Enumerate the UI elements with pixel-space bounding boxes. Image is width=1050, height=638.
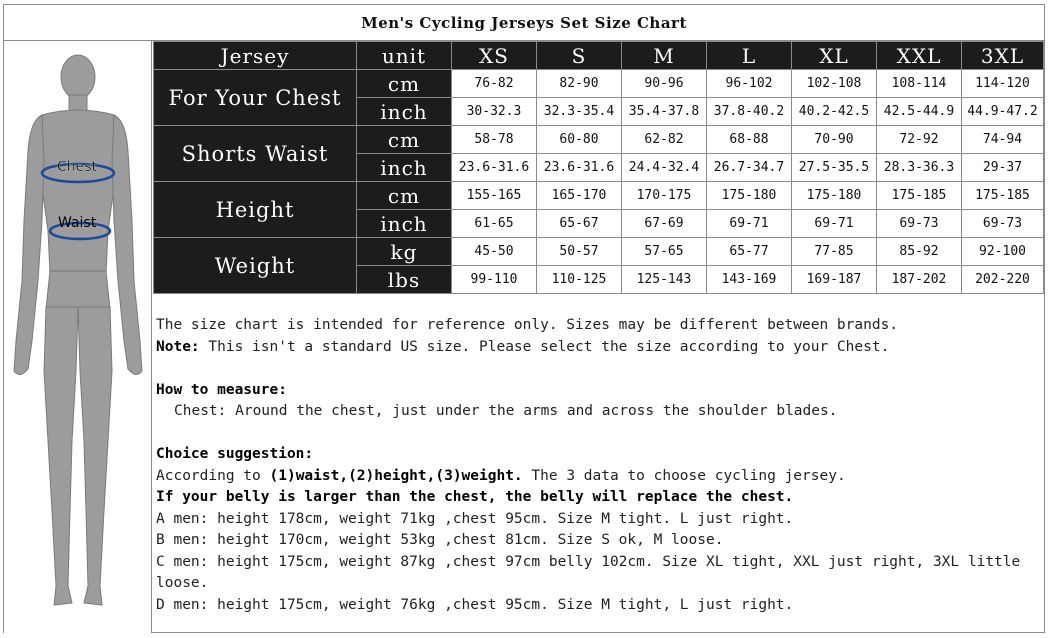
size-value-cell: 99-110 — [452, 266, 537, 294]
size-value-cell: 102-108 — [792, 70, 877, 98]
header-unit: unit — [357, 42, 452, 70]
note-text: This isn't a standard US size. Please select the size according to your Chest. — [199, 338, 890, 355]
size-value-cell: 61-65 — [452, 210, 537, 238]
note-line — [156, 337, 1036, 359]
size-value-cell: 69-73 — [962, 210, 1044, 238]
size-value-cell: 187-202 — [877, 266, 962, 294]
measurement-label: Shorts Waist — [154, 126, 357, 182]
measurement-label: For Your Chest — [154, 70, 357, 126]
belly-rule: If your belly is larger than the chest, the belly will replace the chest. — [156, 489, 794, 505]
size-value-cell: 23.6-31.6 — [452, 154, 537, 182]
size-value-cell: 175-180 — [792, 182, 877, 210]
size-value-cell: 125-143 — [622, 266, 707, 294]
chart-title: Men's Cycling Jerseys Set Size Chart — [4, 5, 1044, 41]
body-figure-panel — [4, 41, 152, 633]
size-value-cell: 96-102 — [707, 70, 792, 98]
disclaimer-text: The size chart is intended for reference only. Sizes may be different between brands. — [156, 317, 899, 333]
unit-label: cm — [357, 126, 452, 154]
size-value-cell: 108-114 — [877, 70, 962, 98]
size-value-cell: 114-120 — [962, 70, 1044, 98]
chest-label: Chest — [57, 159, 98, 175]
size-value-cell: 77-85 — [792, 238, 877, 266]
size-value-cell: 92-100 — [962, 238, 1044, 266]
example-c: C men: height 175cm, weight 87kg ,chest 97cm belly 102cm. Size XL tight, XXL just right, 3XL little loose. — [156, 553, 1029, 591]
unit-label: inch — [357, 98, 452, 126]
table-header-row — [154, 42, 1044, 70]
size-value-cell: 175-185 — [877, 182, 962, 210]
size-value-cell: 50-57 — [537, 238, 622, 266]
size-value-cell: 76-82 — [452, 70, 537, 98]
unit-label: kg — [357, 238, 452, 266]
size-value-cell: 69-71 — [707, 210, 792, 238]
header-size-m: M — [622, 42, 707, 70]
size-value-cell: 27.5-35.5 — [792, 154, 877, 182]
size-value-cell: 72-92 — [877, 126, 962, 154]
how-to-measure-title: How to measure: — [156, 381, 287, 398]
size-value-cell: 42.5-44.9 — [877, 98, 962, 126]
size-value-cell: 60-80 — [537, 126, 622, 154]
size-value-cell: 68-88 — [707, 126, 792, 154]
size-value-cell: 30-32.3 — [452, 98, 537, 126]
size-value-cell: 45-50 — [452, 238, 537, 266]
table-row — [154, 238, 1044, 266]
size-value-cell: 65-77 — [707, 238, 792, 266]
unit-label: cm — [357, 182, 452, 210]
size-value-cell: 57-65 — [622, 238, 707, 266]
size-value-cell: 175-185 — [962, 182, 1044, 210]
unit-label: lbs — [357, 266, 452, 294]
waist-label: Waist — [58, 215, 97, 231]
size-value-cell: 82-90 — [537, 70, 622, 98]
table-row — [154, 126, 1044, 154]
size-value-cell: 26.7-34.7 — [707, 154, 792, 182]
size-value-cell: 67-69 — [622, 210, 707, 238]
header-jersey: Jersey — [154, 42, 357, 70]
size-value-cell: 23.6-31.6 — [537, 154, 622, 182]
size-value-cell: 165-170 — [537, 182, 622, 210]
size-value-cell: 44.9-47.2 — [962, 98, 1044, 126]
size-value-cell: 40.2-42.5 — [792, 98, 877, 126]
size-value-cell: 90-96 — [622, 70, 707, 98]
size-chart-frame — [3, 4, 1045, 633]
size-value-cell: 155-165 — [452, 182, 537, 210]
size-value-cell: 65-67 — [537, 210, 622, 238]
measurement-label: Weight — [154, 238, 357, 294]
example-a: A men: height 178cm, weight 71kg ,chest 95cm. Size M tight. L just right. — [156, 510, 794, 527]
size-value-cell: 143-169 — [707, 266, 792, 294]
according-bold: (1)waist,(2)height,(3)weight. — [269, 467, 523, 484]
size-value-cell: 24.4-32.4 — [622, 154, 707, 182]
unit-label: cm — [357, 70, 452, 98]
example-d: D men: height 175cm, weight 76kg ,chest 95cm. Size M tight, L just right. — [156, 596, 794, 613]
size-value-cell: 74-94 — [962, 126, 1044, 154]
size-value-cell: 110-125 — [537, 266, 622, 294]
size-value-cell: 32.3-35.4 — [537, 98, 622, 126]
according-pre: According to — [156, 467, 270, 484]
size-value-cell: 37.8-40.2 — [707, 98, 792, 126]
header-size-xl: XL — [792, 42, 877, 70]
size-value-cell: 202-220 — [962, 266, 1044, 294]
choice-suggestion-title: Choice suggestion: — [156, 446, 314, 462]
size-value-cell: 69-73 — [877, 210, 962, 238]
measurement-label: Height — [154, 182, 357, 238]
size-value-cell: 170-175 — [622, 182, 707, 210]
size-table — [153, 41, 1044, 294]
unit-label: inch — [357, 154, 452, 182]
notes-section — [156, 315, 1036, 616]
header-size-3xl: 3XL — [962, 42, 1044, 70]
size-value-cell: 28.3-36.3 — [877, 154, 962, 182]
size-value-cell: 62-82 — [622, 126, 707, 154]
header-size-xs: XS — [452, 42, 537, 70]
header-size-s: S — [537, 42, 622, 70]
size-value-cell: 58-78 — [452, 126, 537, 154]
table-row — [154, 182, 1044, 210]
size-value-cell: 29-37 — [962, 154, 1044, 182]
size-value-cell: 169-187 — [792, 266, 877, 294]
size-value-cell: 35.4-37.8 — [622, 98, 707, 126]
how-to-measure-chest: Chest: Around the chest, just under the arms and across the shoulder blades. — [174, 403, 838, 419]
size-value-cell: 70-90 — [792, 126, 877, 154]
according-line — [156, 466, 1036, 488]
size-value-cell: 85-92 — [877, 238, 962, 266]
note-label: Note: — [156, 338, 200, 355]
size-value-cell: 175-180 — [707, 182, 792, 210]
table-row — [154, 70, 1044, 98]
header-size-l: L — [707, 42, 792, 70]
according-post: The 3 data to choose cycling jersey. — [522, 467, 846, 484]
size-value-cell: 69-71 — [792, 210, 877, 238]
example-b: B men: height 170cm, weight 53kg ,chest 81cm. Size S ok, M loose. — [156, 532, 724, 548]
body-silhouette-icon — [4, 41, 152, 633]
header-size-xxl: XXL — [877, 42, 962, 70]
unit-label: inch — [357, 210, 452, 238]
